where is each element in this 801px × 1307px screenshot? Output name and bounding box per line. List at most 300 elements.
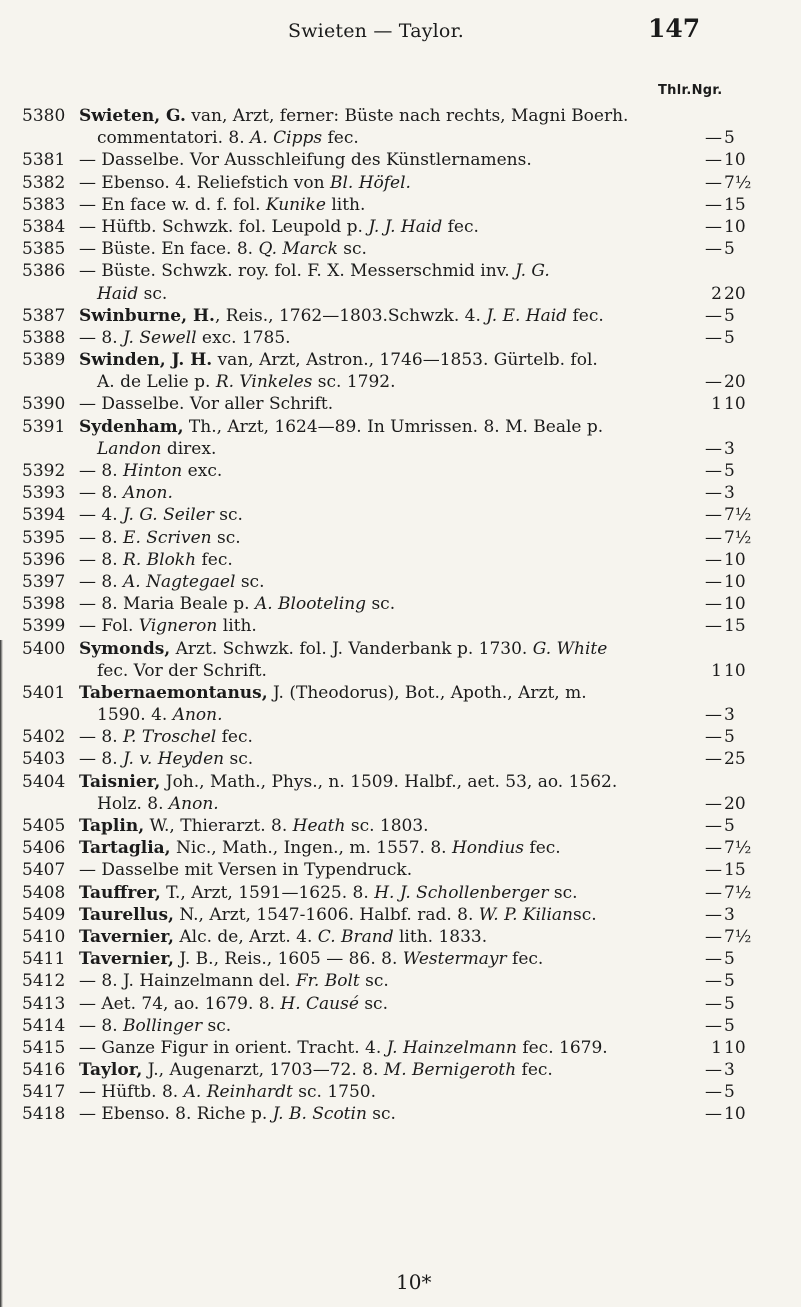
entry-description: lith. bbox=[217, 616, 257, 637]
entry-subject-name: Swinden, J. H. bbox=[79, 350, 213, 371]
entry-first-line bbox=[0, 527, 801, 549]
entry-text bbox=[97, 660, 267, 682]
entry-description: — Dasselbe mit Versen in Typendruck. bbox=[79, 860, 413, 881]
catalog-entry bbox=[0, 260, 801, 304]
entry-number: 5389 bbox=[22, 350, 66, 371]
entry-description: — 8. J. Hainzelmann del. bbox=[79, 971, 296, 992]
entry-text bbox=[97, 704, 223, 726]
entry-artist-name: J. J. Haid bbox=[368, 216, 443, 237]
entry-text bbox=[79, 859, 412, 881]
entry-description: commentatori. 8. bbox=[97, 128, 251, 149]
entry-first-line bbox=[0, 349, 801, 371]
entry-artist-name: J. B. Scotin bbox=[272, 1104, 367, 1125]
price-thaler: — bbox=[705, 904, 722, 925]
entry-text bbox=[79, 460, 222, 482]
price-thaler: — bbox=[705, 816, 722, 836]
catalog-entry bbox=[0, 970, 801, 992]
entry-number: 5405 bbox=[22, 816, 66, 836]
catalog-entry bbox=[0, 105, 801, 149]
entry-description: van, Arzt, Astron., 1746—1853. Gürtelb. fol. bbox=[212, 350, 598, 371]
entry-text bbox=[97, 283, 167, 305]
price-neugroschen: 3 bbox=[724, 904, 735, 925]
price-neugroschen: 10 bbox=[724, 1037, 746, 1058]
entry-text bbox=[79, 593, 395, 615]
entry-description: N., Arzt, 1547-1606. Halbf. rad. 8. bbox=[173, 904, 479, 925]
price-thaler: — bbox=[705, 549, 722, 570]
price-thaler: — bbox=[705, 971, 722, 992]
entry-first-line bbox=[0, 571, 801, 593]
price-thaler: — bbox=[705, 571, 722, 592]
entry-artist-name: Q. Marck bbox=[258, 239, 338, 260]
entry-description: 1590. 4. bbox=[97, 705, 173, 726]
entry-description: Th., Arzt, 1624—89. In Umrissen. 8. M. Beale p. bbox=[183, 416, 604, 437]
price-thaler: — bbox=[705, 483, 722, 504]
catalog-entry bbox=[0, 1103, 801, 1125]
entry-subject-name: Tabernaemontanus, bbox=[79, 682, 268, 703]
price-thaler: — bbox=[705, 793, 722, 814]
price-neugroschen: 5 bbox=[724, 727, 735, 748]
entry-first-line bbox=[0, 393, 801, 415]
entry-subject-name: Tavernier, bbox=[79, 926, 174, 947]
entry-description: fec. bbox=[567, 305, 604, 326]
entry-artist-name: J. v. Heyden bbox=[123, 749, 225, 770]
entry-description: W., Thierarzt. 8. bbox=[144, 816, 293, 836]
price-thaler: — bbox=[705, 860, 722, 881]
entry-description: J., Augenarzt, 1703—72. 8. bbox=[142, 1060, 384, 1081]
entry-continuation-line bbox=[0, 438, 801, 460]
catalog-entry bbox=[0, 549, 801, 571]
entry-description: — 8. bbox=[79, 483, 124, 504]
catalog-entry bbox=[0, 926, 801, 948]
entry-artist-name: Bollinger bbox=[123, 1015, 203, 1036]
entry-description: lith. 1833. bbox=[393, 926, 488, 947]
entry-description: — Fol. bbox=[79, 616, 139, 637]
entry-text bbox=[79, 327, 291, 349]
entry-continuation-line bbox=[0, 283, 801, 305]
entry-number: 5384 bbox=[22, 216, 66, 237]
catalog-entry bbox=[0, 815, 801, 837]
price-thaler: — bbox=[705, 749, 722, 770]
entry-text bbox=[97, 793, 219, 815]
entry-first-line bbox=[0, 216, 801, 238]
price-thaler: — bbox=[705, 1104, 722, 1125]
catalog-entry bbox=[0, 593, 801, 615]
price-thaler: — bbox=[705, 327, 722, 348]
entry-first-line bbox=[0, 970, 801, 992]
catalog-entry bbox=[0, 527, 801, 549]
entry-text bbox=[79, 105, 628, 127]
entry-text bbox=[79, 682, 587, 704]
entry-text bbox=[79, 149, 532, 171]
price-neugroschen: 5 bbox=[724, 327, 735, 348]
entry-artist-name: G. White bbox=[532, 638, 608, 659]
entry-text bbox=[79, 726, 253, 748]
price-neugroschen: 10 bbox=[724, 150, 746, 171]
entry-first-line bbox=[0, 327, 801, 349]
price-neugroschen: 3 bbox=[724, 1060, 735, 1081]
entry-artist-name: R. Blokh bbox=[123, 549, 197, 570]
entry-text bbox=[79, 393, 333, 415]
entry-artist-name: P. Troschel bbox=[123, 727, 217, 748]
entry-artist-name: H. J. Schollenberger bbox=[374, 882, 549, 903]
price-thaler: — bbox=[705, 305, 722, 326]
entry-first-line bbox=[0, 1081, 801, 1103]
price-neugroschen: 3 bbox=[724, 438, 735, 459]
entry-description: , Reis., 1762—1803.Schwzk. 4. bbox=[214, 305, 487, 326]
catalog-entry bbox=[0, 1015, 801, 1037]
price-column-heading: Thlr.Ngr. bbox=[658, 83, 723, 98]
catalog-entry bbox=[0, 216, 801, 238]
entry-text bbox=[79, 993, 388, 1015]
price-thaler: — bbox=[705, 172, 722, 193]
entry-text bbox=[79, 416, 603, 438]
entry-number: 5388 bbox=[22, 327, 66, 348]
entry-subject-name: Symonds, bbox=[79, 638, 171, 659]
price-neugroschen: 10 bbox=[724, 394, 746, 415]
entry-description: — Dasselbe. Vor aller Schrift. bbox=[79, 394, 334, 415]
entry-description: — 8. bbox=[79, 527, 124, 548]
entry-text bbox=[79, 882, 578, 904]
catalog-entry bbox=[0, 615, 801, 637]
entry-number: 5403 bbox=[22, 749, 66, 770]
entry-description: fec. bbox=[196, 549, 233, 570]
entry-text bbox=[79, 571, 264, 593]
entry-first-line bbox=[0, 837, 801, 859]
entry-description: — 8. bbox=[79, 727, 124, 748]
entry-text bbox=[79, 172, 411, 194]
entry-number: 5412 bbox=[22, 971, 66, 992]
entry-first-line bbox=[0, 1015, 801, 1037]
entry-subject-name: Tauffrer, bbox=[79, 882, 161, 903]
entry-text bbox=[79, 349, 598, 371]
entry-text bbox=[79, 926, 487, 948]
price-neugroschen: 10 bbox=[724, 660, 746, 681]
entry-text bbox=[79, 970, 389, 992]
price-neugroschen: 5 bbox=[724, 128, 735, 149]
entry-text bbox=[79, 638, 607, 660]
price-thaler: — bbox=[705, 727, 722, 748]
entry-description: Alc. de, Arzt. 4. bbox=[173, 926, 318, 947]
entry-description: sc. 1750. bbox=[292, 1082, 377, 1103]
entry-first-line bbox=[0, 726, 801, 748]
entry-description: — 8. bbox=[79, 1015, 124, 1036]
price-neugroschen: 7½ bbox=[724, 838, 752, 859]
entry-description: sc. bbox=[573, 904, 597, 925]
price-neugroschen: 5 bbox=[724, 1082, 735, 1103]
entry-description: fec. bbox=[516, 1060, 553, 1081]
entry-description: fec. bbox=[506, 949, 544, 970]
price-thaler: — bbox=[705, 194, 722, 215]
price-thaler: — bbox=[705, 150, 722, 171]
price-neugroschen: 7½ bbox=[724, 926, 752, 947]
catalog-entry bbox=[0, 416, 801, 460]
entry-first-line bbox=[0, 416, 801, 438]
entry-description: sc. bbox=[337, 239, 367, 260]
entry-artist-name: R. Vinkeles bbox=[215, 372, 313, 393]
catalog-entry bbox=[0, 1059, 801, 1081]
entry-number: 5408 bbox=[22, 882, 66, 903]
entry-artist-name: W. P. Kilian bbox=[478, 904, 573, 925]
catalog-entry bbox=[0, 571, 801, 593]
entry-number: 5383 bbox=[22, 194, 66, 215]
catalog-entry bbox=[0, 238, 801, 260]
catalog-entry bbox=[0, 837, 801, 859]
entry-description: T., Arzt, 1591—1625. 8. bbox=[160, 882, 375, 903]
entry-number: 5411 bbox=[22, 949, 66, 970]
entry-description: — Aet. 74, ao. 1679. 8. bbox=[79, 993, 281, 1014]
entry-number: 5382 bbox=[22, 172, 66, 193]
entry-subject-name: Taisnier, bbox=[79, 771, 161, 792]
entry-text bbox=[79, 771, 617, 793]
entry-artist-name: J. Hainzelmann bbox=[386, 1037, 517, 1058]
entry-number: 5416 bbox=[22, 1060, 66, 1081]
price-neugroschen: 15 bbox=[724, 194, 746, 215]
entry-first-line bbox=[0, 859, 801, 881]
entry-description: — 8. bbox=[79, 749, 124, 770]
entry-text bbox=[97, 438, 216, 460]
entry-text bbox=[79, 948, 543, 970]
entry-number: 5391 bbox=[22, 416, 66, 437]
catalog-entry bbox=[0, 904, 801, 926]
price-neugroschen: 25 bbox=[724, 749, 746, 770]
catalog-entry bbox=[0, 305, 801, 327]
price-neugroschen: 10 bbox=[724, 216, 746, 237]
entry-number: 5402 bbox=[22, 727, 66, 748]
entry-description: exc. 1785. bbox=[196, 327, 291, 348]
price-thaler: — bbox=[705, 838, 722, 859]
price-neugroschen: 5 bbox=[724, 993, 735, 1014]
entry-first-line bbox=[0, 460, 801, 482]
entry-first-line bbox=[0, 1037, 801, 1059]
entry-description: — 8. bbox=[79, 461, 124, 481]
price-thaler: — bbox=[705, 1082, 722, 1103]
entry-number: 5401 bbox=[22, 682, 66, 703]
entry-number: 5392 bbox=[22, 461, 66, 481]
entry-artist-name: H. Causé bbox=[280, 993, 359, 1014]
price-neugroschen: 15 bbox=[724, 860, 746, 881]
price-neugroschen: 10 bbox=[724, 549, 746, 570]
entry-description: — 8. bbox=[79, 549, 124, 570]
entry-first-line bbox=[0, 149, 801, 171]
entry-number: 5418 bbox=[22, 1104, 66, 1125]
entry-artist-name: Vigneron bbox=[138, 616, 218, 637]
entry-subject-name: Taurellus, bbox=[79, 904, 174, 925]
price-neugroschen: 7½ bbox=[724, 172, 752, 193]
price-thaler: 1 bbox=[711, 660, 722, 681]
price-thaler: 1 bbox=[711, 394, 722, 415]
catalog-entry bbox=[0, 638, 801, 682]
entry-description: direx. bbox=[161, 438, 217, 459]
entry-artist-name: Heath bbox=[292, 816, 346, 836]
entry-first-line bbox=[0, 238, 801, 260]
entry-subject-name: Swieten, G. bbox=[79, 106, 186, 126]
price-neugroschen: 5 bbox=[724, 1015, 735, 1036]
entry-description: Joh., Math., Phys., n. 1509. Halbf., aet. 53, ao. 1562. bbox=[160, 771, 618, 792]
entry-description: sc. bbox=[211, 527, 241, 548]
catalog-entry bbox=[0, 948, 801, 970]
entry-number: 5386 bbox=[22, 261, 66, 282]
entry-subject-name: Taplin, bbox=[79, 816, 145, 836]
entry-text bbox=[79, 837, 561, 859]
price-thaler: — bbox=[705, 1015, 722, 1036]
entry-first-line bbox=[0, 549, 801, 571]
entry-number: 5395 bbox=[22, 527, 66, 548]
entry-text bbox=[79, 238, 367, 260]
price-thaler: — bbox=[705, 372, 722, 393]
price-thaler: — bbox=[705, 438, 722, 459]
price-neugroschen: 20 bbox=[724, 283, 746, 304]
entry-description: fec. bbox=[322, 128, 359, 149]
entry-artist-name: A. Nagtegael bbox=[123, 571, 236, 592]
entry-number: 5414 bbox=[22, 1015, 66, 1036]
entry-description: — 8. bbox=[79, 571, 124, 592]
entry-description: — Ganze Figur in orient. Tracht. 4. bbox=[79, 1037, 387, 1058]
price-neugroschen: 5 bbox=[724, 971, 735, 992]
entry-description: — 8. Maria Beale p. bbox=[79, 594, 255, 615]
entry-text bbox=[79, 482, 173, 504]
running-header bbox=[0, 12, 801, 52]
entry-artist-name: E. Scriven bbox=[123, 527, 212, 548]
entry-first-line bbox=[0, 593, 801, 615]
entry-number: 5417 bbox=[22, 1082, 66, 1103]
entry-first-line bbox=[0, 1059, 801, 1081]
entry-number: 5398 bbox=[22, 594, 66, 615]
catalog-entry bbox=[0, 682, 801, 726]
entry-artist-name: J. Sewell bbox=[123, 327, 197, 348]
entry-first-line bbox=[0, 638, 801, 660]
entry-text bbox=[79, 748, 253, 770]
price-thaler: — bbox=[705, 882, 722, 903]
entry-artist-name: Hondius bbox=[451, 838, 524, 859]
catalog-entry bbox=[0, 482, 801, 504]
entry-subject-name: Tavernier, bbox=[79, 949, 174, 970]
entry-subject-name: Sydenham, bbox=[79, 416, 184, 437]
entry-number: 5385 bbox=[22, 239, 66, 260]
price-neugroschen: 3 bbox=[724, 705, 735, 726]
entry-continuation-line bbox=[0, 127, 801, 149]
entry-continuation-line bbox=[0, 371, 801, 393]
entry-description: A. de Lelie p. bbox=[97, 372, 216, 393]
entry-text bbox=[79, 1059, 553, 1081]
catalog-entry bbox=[0, 1037, 801, 1059]
entry-continuation-line bbox=[0, 793, 801, 815]
entry-continuation-line bbox=[0, 704, 801, 726]
entry-text bbox=[79, 504, 243, 526]
catalog-entry bbox=[0, 993, 801, 1015]
entry-description: — 4. bbox=[79, 505, 124, 526]
price-neugroschen: 10 bbox=[724, 571, 746, 592]
entry-description: — Hüftb. 8. bbox=[79, 1082, 184, 1103]
catalog-entry bbox=[0, 1081, 801, 1103]
price-neugroschen: 7½ bbox=[724, 882, 752, 903]
catalog-entry bbox=[0, 327, 801, 349]
catalog-entry bbox=[0, 726, 801, 748]
entry-number: 5381 bbox=[22, 150, 66, 171]
price-thaler: — bbox=[705, 527, 722, 548]
entry-artist-name: Anon. bbox=[172, 705, 223, 726]
entry-first-line bbox=[0, 260, 801, 282]
entry-description: fec. Vor der Schrift. bbox=[97, 660, 267, 681]
entry-description: — Büste. En face. 8. bbox=[79, 239, 259, 260]
entry-first-line bbox=[0, 172, 801, 194]
entry-text bbox=[79, 549, 233, 571]
catalog-entries bbox=[0, 105, 801, 1126]
entry-description: — Hüftb. Schwzk. fol. Leupold p. bbox=[79, 216, 369, 237]
entry-artist-name: C. Brand bbox=[317, 926, 394, 947]
entry-description: fec. bbox=[442, 216, 479, 237]
entry-description: J. (Theodorus), Bot., Apoth., Arzt, m. bbox=[267, 682, 587, 703]
entry-artist-name: Bl. Höfel. bbox=[329, 172, 411, 193]
entry-text bbox=[79, 527, 241, 549]
entry-number: 5390 bbox=[22, 394, 66, 415]
catalog-entry bbox=[0, 460, 801, 482]
catalog-entry bbox=[0, 194, 801, 216]
entry-subject-name: Swinburne, H. bbox=[79, 305, 215, 326]
entry-description: sc. 1803. bbox=[345, 816, 429, 836]
entry-description: sc. bbox=[224, 749, 254, 770]
price-neugroschen: 5 bbox=[724, 816, 735, 836]
entry-description: Holz. 8. bbox=[97, 793, 169, 814]
price-neugroschen: 10 bbox=[724, 594, 746, 615]
entry-text bbox=[79, 1081, 376, 1103]
price-thaler: — bbox=[705, 505, 722, 526]
entry-number: 5394 bbox=[22, 505, 66, 526]
entry-description: lith. bbox=[325, 194, 366, 215]
entry-description: Nic., Math., Ingen., m. 1557. 8. bbox=[170, 838, 452, 859]
entry-first-line bbox=[0, 815, 801, 837]
entry-text bbox=[79, 1037, 608, 1059]
entry-number: 5380 bbox=[22, 106, 66, 126]
entry-artist-name: Fr. Bolt bbox=[295, 971, 360, 992]
entry-subject-name: Tartaglia, bbox=[79, 838, 171, 859]
entry-number: 5399 bbox=[22, 616, 66, 637]
entry-first-line bbox=[0, 482, 801, 504]
entry-artist-name: Anon. bbox=[123, 483, 173, 504]
entry-description: — En face w. d. f. fol. bbox=[79, 194, 266, 215]
entry-description: — Ebenso. 8. Riche p. bbox=[79, 1104, 273, 1125]
price-thaler: — bbox=[705, 616, 722, 637]
entry-number: 5397 bbox=[22, 571, 66, 592]
entry-artist-name: Kunike bbox=[265, 194, 326, 215]
entry-description: sc. bbox=[235, 571, 265, 592]
entry-description: — 8. bbox=[79, 327, 124, 348]
entry-description: fec. bbox=[524, 838, 561, 859]
entry-description: sc. bbox=[213, 505, 243, 526]
entry-first-line bbox=[0, 194, 801, 216]
entry-number: 5415 bbox=[22, 1037, 66, 1058]
entry-first-line bbox=[0, 882, 801, 904]
entry-description: J. B., Reis., 1605 — 86. 8. bbox=[173, 949, 403, 970]
entry-number: 5413 bbox=[22, 993, 66, 1014]
price-neugroschen: 5 bbox=[724, 305, 735, 326]
entry-number: 5409 bbox=[22, 904, 66, 925]
catalog-entry bbox=[0, 393, 801, 415]
entry-description: sc. bbox=[358, 993, 388, 1014]
entry-text bbox=[79, 1015, 231, 1037]
entry-description: — Ebenso. 4. Reliefstich von bbox=[79, 172, 330, 193]
entry-description: van, Arzt, ferner: Büste nach rechts, Magni Boerh. bbox=[185, 106, 629, 126]
entry-first-line bbox=[0, 904, 801, 926]
entry-first-line bbox=[0, 1103, 801, 1125]
entry-text bbox=[79, 260, 550, 282]
catalog-entry bbox=[0, 882, 801, 904]
entry-artist-name: A. Blooteling bbox=[254, 594, 367, 615]
entry-subject-name: Taylor, bbox=[79, 1060, 143, 1081]
entry-number: 5393 bbox=[22, 483, 66, 504]
price-neugroschen: 20 bbox=[724, 372, 746, 393]
entry-first-line bbox=[0, 748, 801, 770]
entry-first-line bbox=[0, 504, 801, 526]
